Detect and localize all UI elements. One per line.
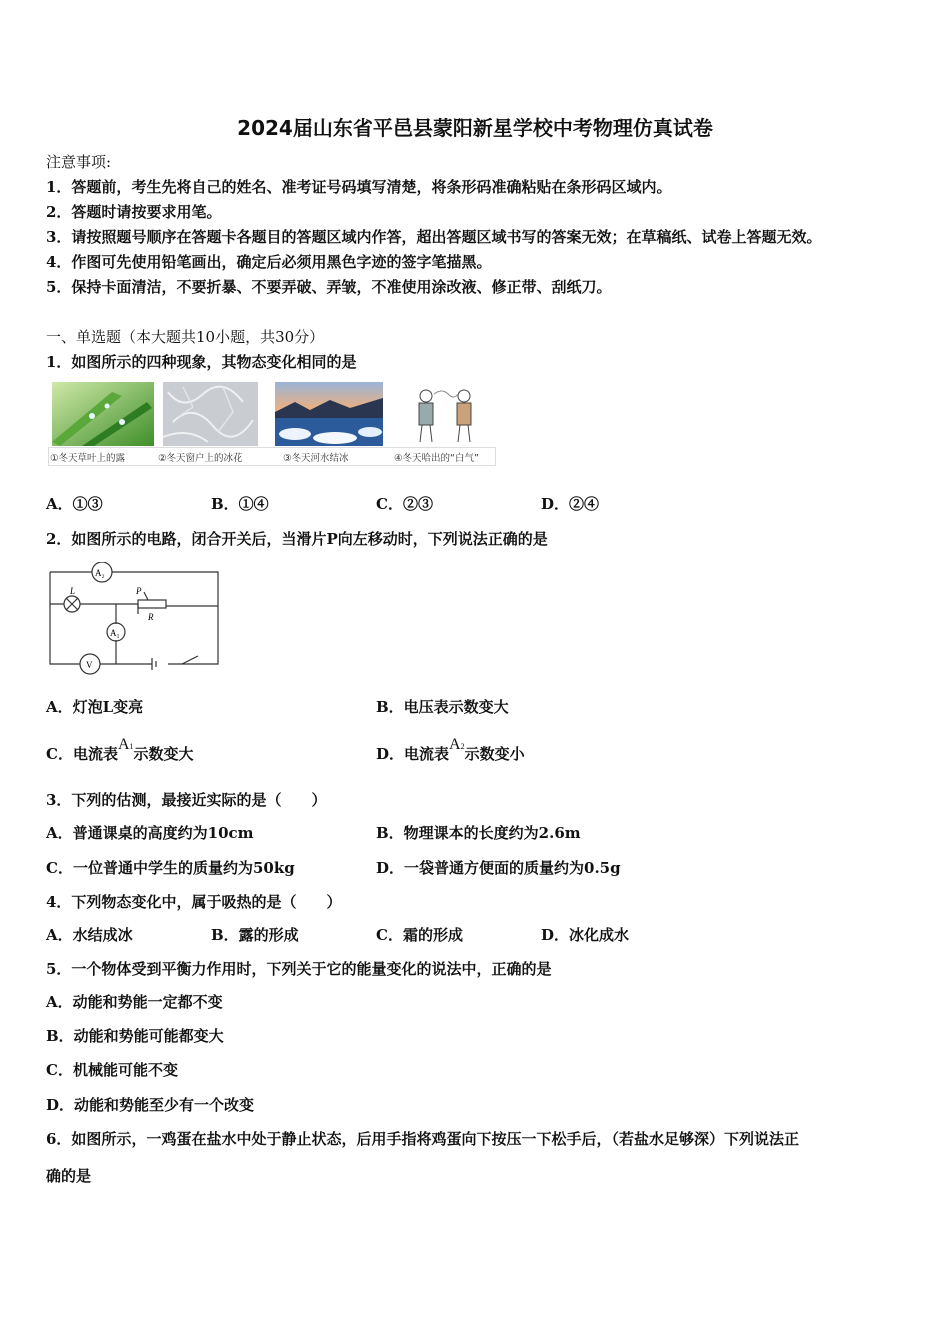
question-6-stem-cont: 确的是 <box>46 1167 92 1185</box>
slider-label: P <box>136 586 142 596</box>
q4-option-b[interactable]: B．露的形成 <box>211 926 299 944</box>
q5-option-b[interactable]: B．动能和势能可能都变大 <box>46 1027 224 1045</box>
voltmeter-label: V <box>86 660 93 670</box>
notice-item: 4．作图可先使用铅笔画出，确定后必须用黑色字迹的签字笔描黑。 <box>46 253 492 271</box>
ammeter-subscript: 2 <box>460 742 465 751</box>
resistor-label: R <box>148 612 154 622</box>
question-5-stem: 5．一个物体受到平衡力作用时，下列关于它的能量变化的说法中，正确的是 <box>46 960 552 978</box>
q4-option-c[interactable]: C．霜的形成 <box>376 926 463 944</box>
q5-option-c[interactable]: C．机械能可能不变 <box>46 1061 178 1079</box>
caption-1: ①冬天草叶上的露 <box>50 453 126 464</box>
q3-option-b[interactable]: B．物理课本的长度约为2.6m <box>376 824 581 842</box>
question-1-stem: 1．如图所示的四种现象，其物态变化相同的是 <box>46 353 357 371</box>
q4-option-d[interactable]: D．冰化成水 <box>541 926 630 944</box>
notice-item: 2．答题时请按要求用笔。 <box>46 203 222 221</box>
q2-option-d-prefix: D．电流表 <box>376 745 450 763</box>
notice-item: 1．答题前，考生先将自己的姓名、准考证号码填写清楚，将条形码准确粘贴在条形码区域内。 <box>46 178 672 196</box>
q2-option-b[interactable]: B．电压表示数变大 <box>376 698 509 716</box>
q1-option-d[interactable]: D．②④ <box>541 495 600 513</box>
white-breath-image <box>400 382 492 446</box>
q3-option-d[interactable]: D．一袋普通方便面的质量约为0.5g <box>376 859 621 877</box>
q5-option-a[interactable]: A．动能和势能一定都不变 <box>46 993 223 1011</box>
circuit-diagram <box>44 562 222 676</box>
q1-option-b[interactable]: B．①④ <box>211 495 269 513</box>
dew-grass-image <box>52 382 154 446</box>
question-4-stem: 4．下列物态变化中，属于吸热的是（ ） <box>46 893 342 911</box>
ammeter-subscript: 1 <box>129 742 134 751</box>
question-3-stem: 3．下列的估测，最接近实际的是（ ） <box>46 791 327 809</box>
notice-item: 5．保持卡面清洁，不要折暴、不要弄破、弄皱，不准使用涂改液、修正带、刮纸刀。 <box>46 278 612 296</box>
q5-option-d[interactable]: D．动能和势能至少有一个改变 <box>46 1096 255 1114</box>
caption-4: ④冬天哈出的“白气” <box>394 453 479 464</box>
question-6-stem: 6．如图所示，一鸡蛋在盐水中处于静止状态，后用手指将鸡蛋向下按压一下松手后，（若盐水足够深）下列说法正 <box>46 1130 799 1148</box>
ammeter-symbol <box>449 736 465 753</box>
ammeter-a1-label: A₁ <box>110 628 120 638</box>
q4-option-a[interactable]: A．水结成冰 <box>46 926 133 944</box>
q2-option-a[interactable]: A．灯泡L变亮 <box>46 698 144 716</box>
ammeter-symbol <box>118 736 134 753</box>
page-title: 2024届山东省平邑县蒙阳新星学校中考物理仿真试卷 <box>237 116 713 140</box>
lamp-label: L <box>70 586 76 596</box>
frozen-river-image <box>275 382 383 446</box>
frost-window-image <box>163 382 258 446</box>
ammeter-symbol-letter: A <box>117 736 130 753</box>
q3-option-a[interactable]: A．普通课桌的高度约为10cm <box>46 824 254 842</box>
caption-3: ③冬天河水结冰 <box>283 453 349 464</box>
q2-option-c-prefix: C．电流表 <box>46 745 118 763</box>
q2-option-c-suffix: 示数变大 <box>133 745 194 763</box>
q1-option-c[interactable]: C．②③ <box>376 495 433 513</box>
notice-heading: 注意事项: <box>46 153 112 171</box>
question-2-stem: 2．如图所示的电路，闭合开关后，当滑片P向左移动时，下列说法正确的是 <box>46 530 548 548</box>
q2-option-d-suffix: 示数变小 <box>464 745 525 763</box>
ammeter-symbol-letter: A <box>449 736 461 753</box>
q2-option-c[interactable] <box>46 736 194 764</box>
q2-option-d[interactable] <box>376 736 525 764</box>
caption-2: ②冬天窗户上的冰花 <box>158 453 243 464</box>
q1-option-a[interactable]: A．①③ <box>46 495 103 513</box>
section-heading: 一、单选题（本大题共10小题，共30分） <box>46 328 325 346</box>
notice-item: 3．请按照题号顺序在答题卡各题目的答题区域内作答，超出答题区域书写的答案无效；在草稿纸、试卷上答题无效。 <box>46 228 822 246</box>
q3-option-c[interactable]: C．一位普通中学生的质量约为50kg <box>46 859 295 877</box>
ammeter-a2-label: A₂ <box>95 568 105 578</box>
